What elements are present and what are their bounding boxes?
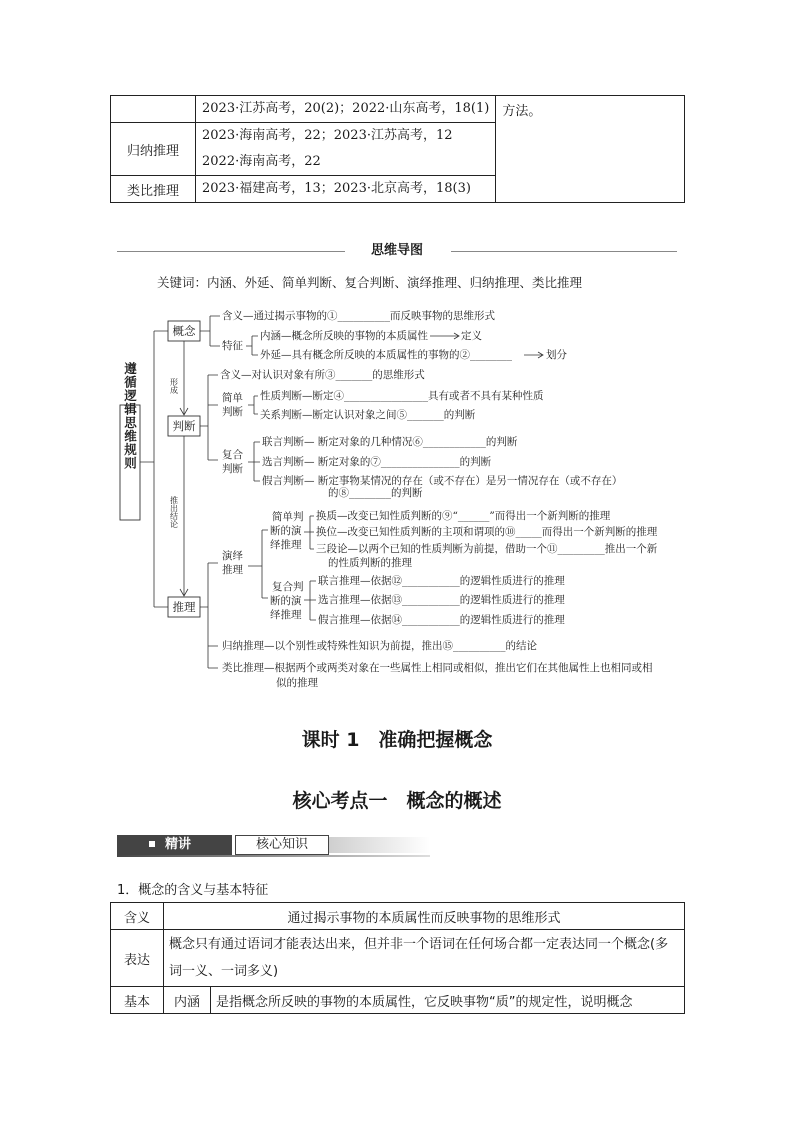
row-label: 表达	[111, 930, 164, 987]
compound-deductive-item: 联言推理—依据⑫___________的逻辑性质进行的推理	[318, 575, 565, 587]
simple-item: 性质判断—断定④________________具有或者不具有某种性质	[260, 390, 544, 402]
judgment-meaning: 含义—对认识对象有所③_______的思维形式	[220, 369, 425, 381]
analogical-item: 类比推理—根据两个或两类对象在一些属性上相同或相似，推出它们在其他属性上也相同或相	[222, 662, 653, 674]
section-heading: 1．概念的含义与基本特征	[117, 883, 269, 898]
exam-reference: 2023·福建高考，13；2023·北京高考，18(3)	[202, 181, 471, 196]
mind-map-title: 思维导图	[370, 243, 423, 258]
compound-deductive-item: 假言推理—依据⑭___________的逻辑性质进行的推理	[318, 614, 565, 626]
row-value: 概念只有通过语词才能表达出来，但并非一个语词在任何场合都一定表达同一个概念(多词一义、一词多义)	[164, 930, 685, 987]
analogical-item: 似的推理	[276, 677, 318, 689]
simple-item: 关系判断—断定认识对象之间⑤_______的判断	[260, 409, 476, 421]
deductive-label: 演绎推理	[222, 550, 243, 576]
simple-deductive-item: 换质—改变已知性质判断的⑨“______”而得出一个新判断的推理	[316, 510, 611, 522]
judgment-connector	[200, 375, 218, 460]
compound-connector	[248, 442, 260, 481]
section-banner	[117, 833, 430, 857]
banner-dark	[117, 835, 232, 855]
banner-underline	[117, 855, 430, 857]
simple-deductive-connector	[304, 516, 314, 549]
concept-meaning: 含义—通过揭示事物的①__________而反映事物的思维形式	[222, 310, 495, 322]
row-label: 归纳推理	[111, 123, 196, 176]
simple-deductive-label: 简单判断的演绎推理	[270, 511, 304, 551]
deductive-connector	[248, 530, 268, 598]
inference-label: 推理	[172, 600, 196, 614]
row-value: 是指概念所反映的事物的本质属性，它反映事物“质”的规定性，说明概念	[211, 987, 685, 1014]
extension-result: 划分	[546, 349, 567, 361]
form-label: 形成	[169, 378, 179, 394]
inductive-item: 归纳推理—以个别性或特殊性知识为前提，推出⑮__________的结论	[222, 640, 537, 652]
compound-item: 的⑧________的判断	[328, 487, 423, 499]
row-label: 类比推理	[111, 176, 196, 203]
compound-item: 假言判断— 断定事物某情况的存在（或不存在）是另一情况存在（或不存在）	[262, 475, 623, 487]
compound-item: 选言判断— 断定对象的⑦_______________的判断	[262, 456, 492, 468]
method-cell: 方法。	[496, 96, 685, 203]
extension-line: 外延—具有概念所反映的本质属性的事物的②________	[260, 349, 512, 361]
compound-deductive-item: 选言推理—依据⑬___________的逻辑性质进行的推理	[318, 594, 565, 606]
banner-dark-label: 精讲	[165, 837, 192, 852]
simple-deductive-item: 的性质判断的推理	[328, 557, 412, 569]
concept-connector	[200, 316, 220, 346]
lesson-title: 课时 1 准确把握概念	[301, 729, 493, 751]
table-row	[111, 903, 685, 930]
row-label: 含义	[111, 903, 164, 930]
intension-line: 内涵—概念所反映的事物的本质属性	[260, 330, 428, 342]
keywords: 关键词：内涵、外延、简单判断、复合判断、演绎推理、归纳推理、类比推理	[157, 275, 583, 290]
banner-light-label: 核心知识	[235, 835, 329, 855]
exam-reference: 2022·海南高考，22	[202, 154, 321, 169]
infer-label: 推出结论	[169, 496, 179, 528]
root-label: 遵循逻辑思维规则	[122, 362, 138, 470]
intension-result: 定义	[461, 330, 482, 342]
compound-deductive-label: 复合判断的演绎推理	[270, 581, 304, 621]
concept-label: 概念	[172, 324, 196, 338]
simple-judgment-label: 简单判断	[222, 392, 243, 418]
feature-connector	[246, 336, 258, 355]
row-value: 通过揭示事物的本质属性而反映事物的思维形式	[164, 903, 685, 930]
square-icon	[149, 841, 155, 847]
table-row	[111, 930, 685, 987]
simple-connector	[248, 396, 258, 414]
banner-fade	[329, 837, 430, 853]
row-label: 基本	[111, 987, 164, 1014]
exam-reference: 2023·海南高考，22；2023·江苏高考，12	[202, 128, 453, 143]
sub-label: 内涵	[164, 987, 211, 1014]
core-title: 核心考点一 概念的概述	[292, 790, 502, 812]
root-connector	[140, 331, 168, 607]
simple-deductive-item: 换位—改变已知性质判断的主项和谓项的⑩_____而得出一个新判断的推理	[316, 526, 658, 538]
compound-item: 联言判断— 断定对象的几种情况⑥____________的判断	[262, 436, 518, 448]
concept-table	[110, 902, 685, 1014]
exam-reference: 2023·江苏高考，20(2)；2022·山东高考，18(1)	[202, 101, 490, 116]
judgment-label: 判断	[172, 419, 196, 433]
compound-judgment-label: 复合判断	[222, 449, 243, 475]
feature-label: 特征	[222, 340, 243, 352]
arrow-right	[524, 352, 543, 358]
table-row	[111, 987, 685, 1014]
inference-connector	[200, 563, 218, 668]
compound-deductive-connector	[304, 581, 316, 620]
simple-deductive-item: 三段论—以两个已知的性质判断为前提，借助一个⑪_________推出一个新	[316, 543, 658, 555]
arrow-right	[430, 333, 459, 339]
